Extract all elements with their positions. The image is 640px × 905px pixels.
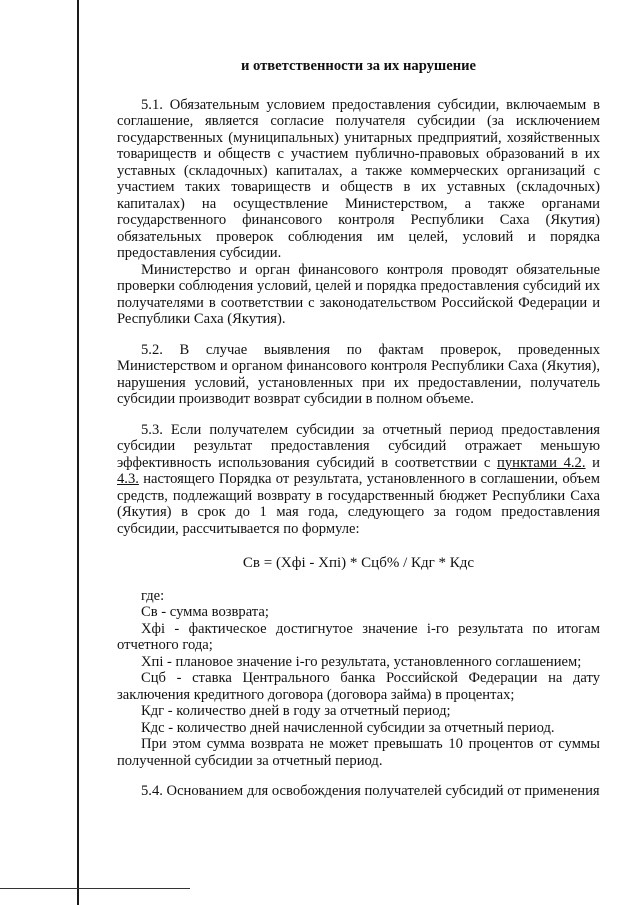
definition-item: Сцб - ставка Центрального банка Российской Федерации на дату заключения кредитного договора (договора займа) в процентах; bbox=[117, 670, 600, 703]
paragraph-5-3-text-c: настоящего Порядка от результата, установленного в соглашении, объем средств, подлежащий возврату в государственный бюджет Республики Саха (Якутия) в срок до 1 мая года, следующего за годом предоставления субсидии, рассчитывается по формуле: bbox=[117, 471, 600, 537]
paragraph-5-3-text-b: и bbox=[585, 454, 600, 471]
left-margin-rule bbox=[77, 0, 79, 905]
paragraph-5-3 bbox=[117, 422, 600, 538]
link-item-4-3[interactable]: 4.3. bbox=[117, 471, 139, 487]
paragraph-5-4: 5.4. Основанием для освобождения получателей субсидий от применения bbox=[141, 783, 600, 799]
where-label: где: bbox=[141, 587, 165, 604]
paragraph-5-1-continued: Министерство и орган финансового контроля проводят обязательные проверки соблюдения условий, целей и порядка предоставления субсидий их получателями в соответствии с законодательством Российской Федерации и Республики Саха (Якутия). bbox=[117, 261, 600, 327]
paragraph-5-1: 5.1. Обязательным условием предоставления субсидии, включаемым в соглашение, является согласие получателя субсидии (за исключением государственных (муниципальных) унитарных предприятий, хозяйственных товариществ и обществ с участием публично-правовых образований в их уставных (складочных) капиталах, а также коммерческих организаций с участием таких товариществ и обществ в их уставных (складочных) капиталах) на осуществление Министерством, а также органами государственного финансового контроля Республики Саха (Якутия) обязательных проверок соблюдения им целей, условий и порядка предоставления субсидии. bbox=[117, 96, 600, 261]
document-body bbox=[117, 58, 600, 800]
bottom-footnote-rule bbox=[0, 888, 190, 889]
definition-item: Кдс - количество дней начисленной субсидии за отчетный период. bbox=[141, 719, 555, 736]
paragraph-5-3-text-a: 5.3. Если получателем субсидии за отчетный период предоставления субсидии результат предоставления субсидий отражает меньшую эффективность использования субсидий в соответствии с bbox=[117, 421, 600, 471]
definition-item: Кдг - количество дней в году за отчетный период; bbox=[141, 703, 451, 719]
refund-formula: Св = (Хфi - Хпi) * Сцб% / Кдг * Кдс bbox=[242, 555, 475, 571]
paragraph-5-2: 5.2. В случае выявления по фактам проверок, проведенных Министерством и органом финансового контроля Республики Саха (Якутия), нарушения условий, установленных при их предоставлении, получатель субсидии производит возврат субсидии в полном объеме. bbox=[117, 341, 600, 407]
refund-limit-paragraph: При этом сумма возврата не может превышать 10 процентов от суммы полученной субсидии за отчетный период. bbox=[117, 736, 600, 769]
section-heading: и ответственности за их нарушение bbox=[240, 58, 477, 74]
definition-item: Хфi - фактическое достигнутое значение i-го результата по итогам отчетного года; bbox=[117, 620, 600, 653]
definition-item: Св - сумма возврата; bbox=[141, 604, 269, 620]
link-items-4-2[interactable]: пунктами 4.2. bbox=[497, 454, 586, 471]
definition-item: Хпi - плановое значение i-го результата, установленного соглашением; bbox=[141, 653, 582, 670]
